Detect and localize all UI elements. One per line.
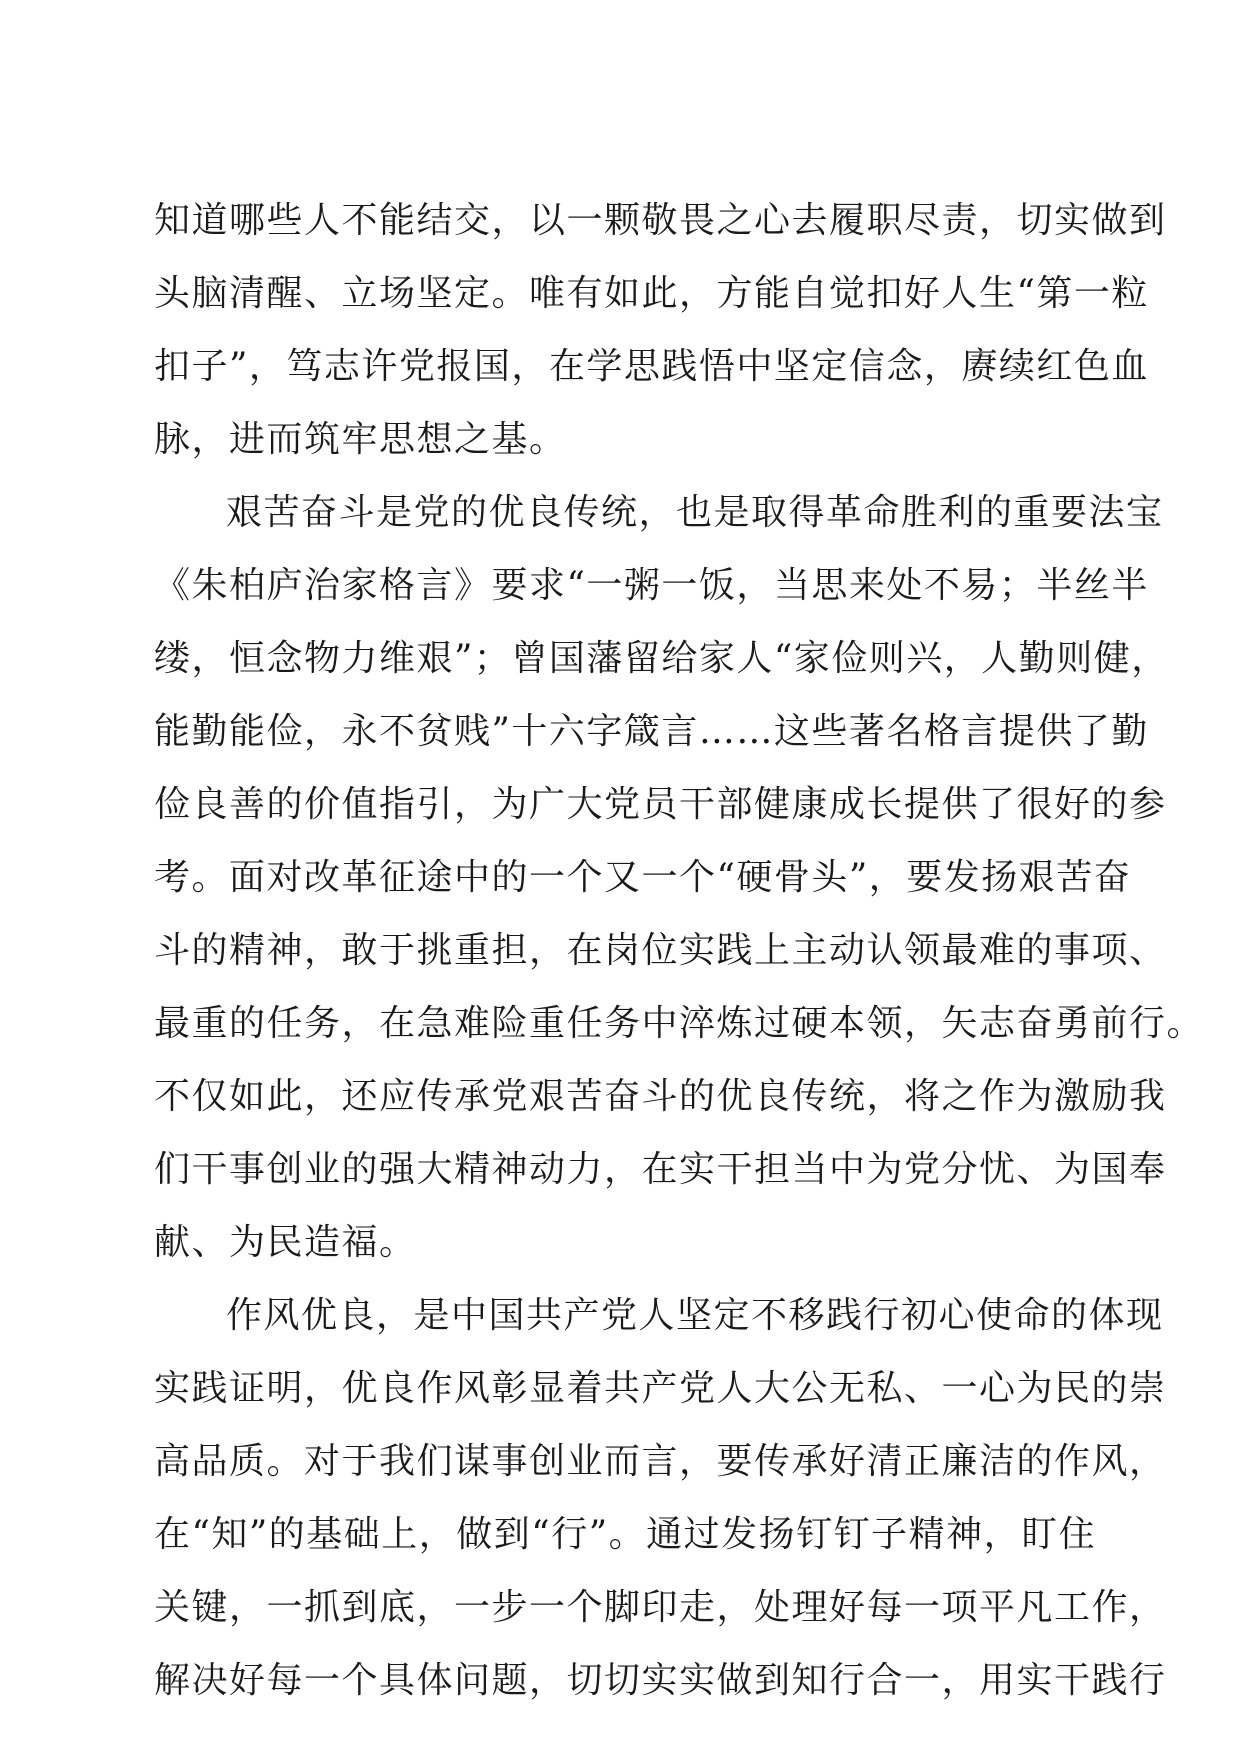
paragraph-1-line-3: 扣子”，笃志许党报国，在学思践悟中坚定信念，赓续红色血 — [154, 346, 1149, 387]
paragraph-3-line-4: 在“知”的基础上，做到“行”。通过发扬钉钉子精神，盯住 — [154, 1514, 1097, 1555]
paragraph-3-line-1: 作风优良，是中国共产党人坚定不移践行初心使命的体现 — [226, 1295, 1164, 1336]
paragraph-2-line-1: 艰苦奋斗是党的优良传统，也是取得革命胜利的重要法宝 — [226, 492, 1164, 533]
paragraph-2-line-3: 缕，恒念物力维艰”；曾国藩留给家人“家俭则兴，人勤则健， — [154, 638, 1169, 679]
paragraph-3-line-2: 实践证明，优良作风彰显着共产党人大公无私、一心为民的崇 — [154, 1368, 1167, 1409]
document-body — [154, 184, 1205, 1717]
paragraph-2-line-7: 斗的精神，敢于挑重担，在岗位实践上主动认领最难的事项、 — [154, 930, 1167, 971]
paragraph-1-line-1: 知道哪些人不能结交，以一颗敬畏之心去履职尽责，切实做到 — [154, 200, 1167, 241]
paragraph-2-line-2: 《朱柏庐治家格言》要求“一粥一饭，当思来处不易；半丝半 — [154, 565, 1149, 606]
paragraph-2-line-11: 献、为民造福。 — [154, 1222, 417, 1263]
paragraph-3-line-3: 高品质。对于我们谋事创业而言，要传承好清正廉洁的作风， — [154, 1441, 1167, 1482]
paragraph-3-line-5: 关键，一抓到底，一步一个脚印走，处理好每一项平凡工作， — [154, 1587, 1167, 1628]
paragraph-1-line-4: 脉，进而筑牢思想之基。 — [154, 419, 567, 460]
paragraph-2-line-4: 能勤能俭，永不贫贱”十六字箴言……这些著名格言提供了勤 — [154, 711, 1149, 752]
paragraph-2-line-9: 不仅如此，还应传承党艰苦奋斗的优良传统，将之作为激励我 — [154, 1076, 1167, 1117]
paragraph-2-line-10: 们干事创业的强大精神动力，在实干担当中为党分忧、为国奉 — [154, 1149, 1167, 1190]
paragraph-2-line-5: 俭良善的价值指引，为广大党员干部健康成长提供了很好的参 — [154, 784, 1167, 825]
paragraph-2-line-6: 考。面对改革征途中的一个又一个“硬骨头”，要发扬艰苦奋 — [154, 857, 1132, 898]
paragraph-3-line-6: 解决好每一个具体问题，切切实实做到知行合一，用实干践行 — [154, 1660, 1167, 1701]
paragraph-1-line-2: 头脑清醒、立场坚定。唯有如此，方能自觉扣好人生“第一粒 — [154, 273, 1149, 314]
paragraph-2-line-8: 最重的任务，在急难险重任务中淬炼过硬本领，矢志奋勇前行。 — [154, 1003, 1205, 1044]
